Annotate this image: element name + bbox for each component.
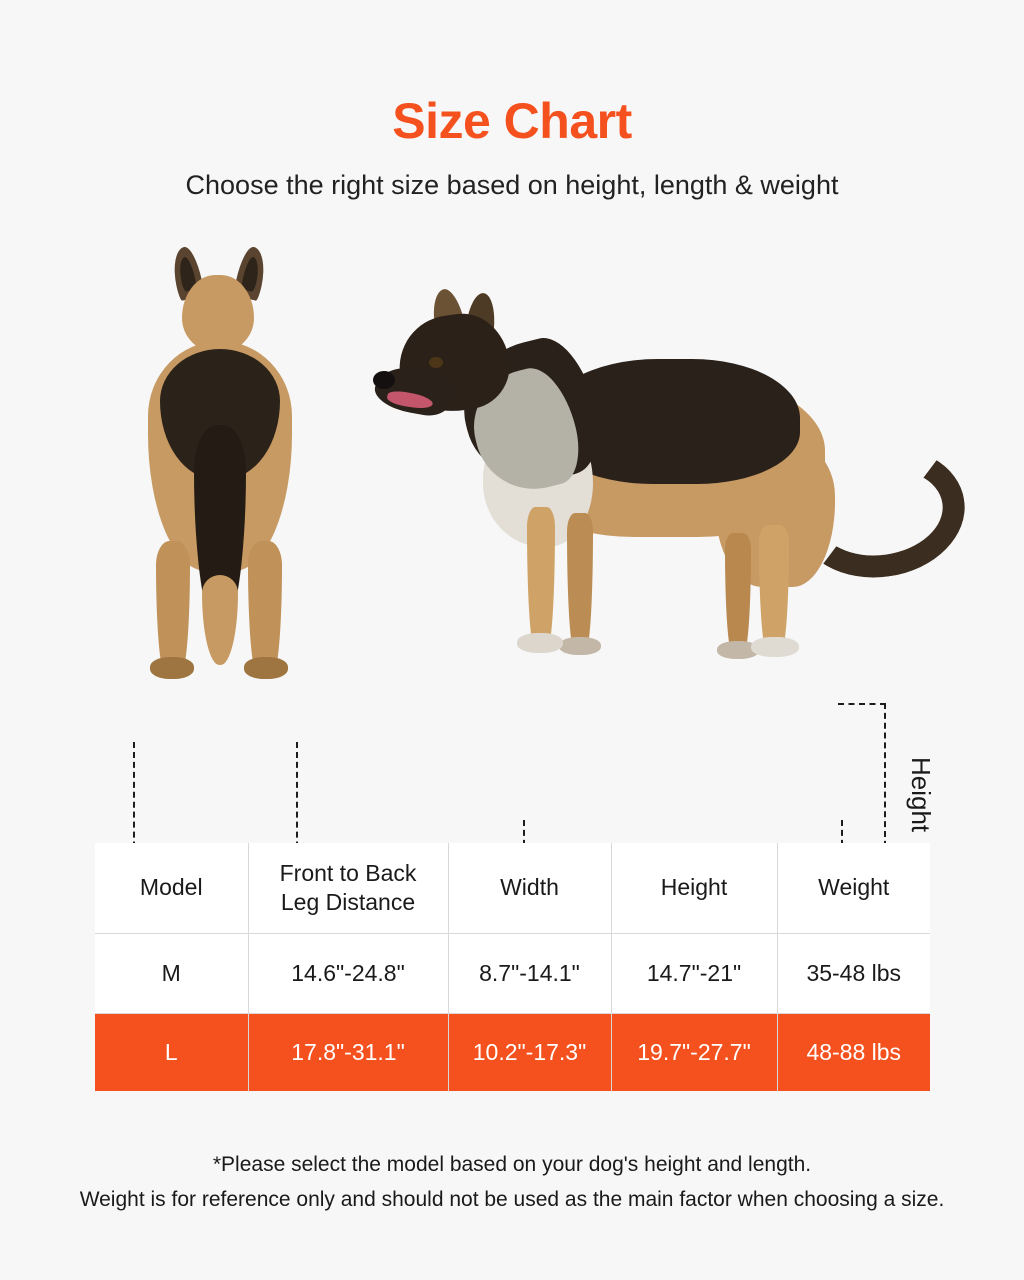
size-table-container	[95, 843, 930, 1091]
cell-height-m: 14.7"-21"	[611, 933, 777, 1013]
height-label: Height	[906, 757, 936, 833]
dog-side-view-image	[355, 297, 955, 697]
dog-rear-view-image	[130, 245, 305, 685]
dog-side-nose	[373, 371, 395, 389]
size-table-header	[95, 843, 930, 933]
column-header-leg-distance-line2: Leg Distance	[280, 888, 416, 915]
cell-model-m: M	[95, 933, 248, 1013]
table-header-row	[95, 843, 930, 933]
cell-weight-m: 35-48 lbs	[777, 933, 930, 1013]
column-header-height: Height	[611, 843, 777, 933]
column-header-model: Model	[95, 843, 248, 933]
cell-model-l: L	[95, 1013, 248, 1091]
table-row	[95, 1013, 930, 1091]
dog-side-paw-front-near	[517, 633, 563, 653]
cell-leg-distance-m: 14.6"-24.8"	[248, 933, 448, 1013]
dog-side-paw-front-far	[559, 637, 601, 655]
dog-rear-paw-right	[244, 657, 288, 679]
column-header-width: Width	[448, 843, 611, 933]
page-header	[0, 0, 1024, 201]
dog-rear-tail-tip	[202, 575, 238, 665]
dog-side-front-leg-near	[527, 507, 555, 647]
size-table	[95, 843, 930, 1091]
dog-side-front-leg-far	[567, 513, 593, 648]
footnote-line-2: Weight is for reference only and should not be used as the main factor when choosing a size.	[79, 1187, 945, 1211]
cell-width-m: 8.7"-14.1"	[448, 933, 611, 1013]
dog-side-hind-leg-near	[759, 525, 789, 651]
footnote	[0, 1148, 1024, 1217]
cell-width-l: 10.2"-17.3"	[448, 1013, 611, 1091]
dog-side-hind-leg-far	[725, 533, 751, 651]
column-header-leg-distance-line1: Front to Back	[279, 860, 417, 886]
dog-rear-leg-left	[156, 541, 190, 673]
page-subtitle: Choose the right size based on height, length & weight	[185, 170, 839, 200]
column-header-weight: Weight	[777, 843, 930, 933]
cell-height-l: 19.7"-27.7"	[611, 1013, 777, 1091]
cell-leg-distance-l: 17.8"-31.1"	[248, 1013, 448, 1091]
dog-side-eye	[429, 357, 443, 368]
cell-weight-l: 48-88 lbs	[777, 1013, 930, 1091]
size-table-body	[95, 933, 930, 1091]
page-title: Size Chart	[392, 93, 632, 149]
dog-illustration	[0, 237, 1024, 833]
dog-side-paw-hind-near	[751, 637, 799, 657]
dog-rear-paw-left	[150, 657, 194, 679]
footnote-line-1: *Please select the model based on your dog's height and length.	[212, 1153, 812, 1176]
table-row	[95, 933, 930, 1013]
column-header-leg-distance	[248, 843, 448, 933]
dog-rear-leg-right	[248, 541, 282, 673]
